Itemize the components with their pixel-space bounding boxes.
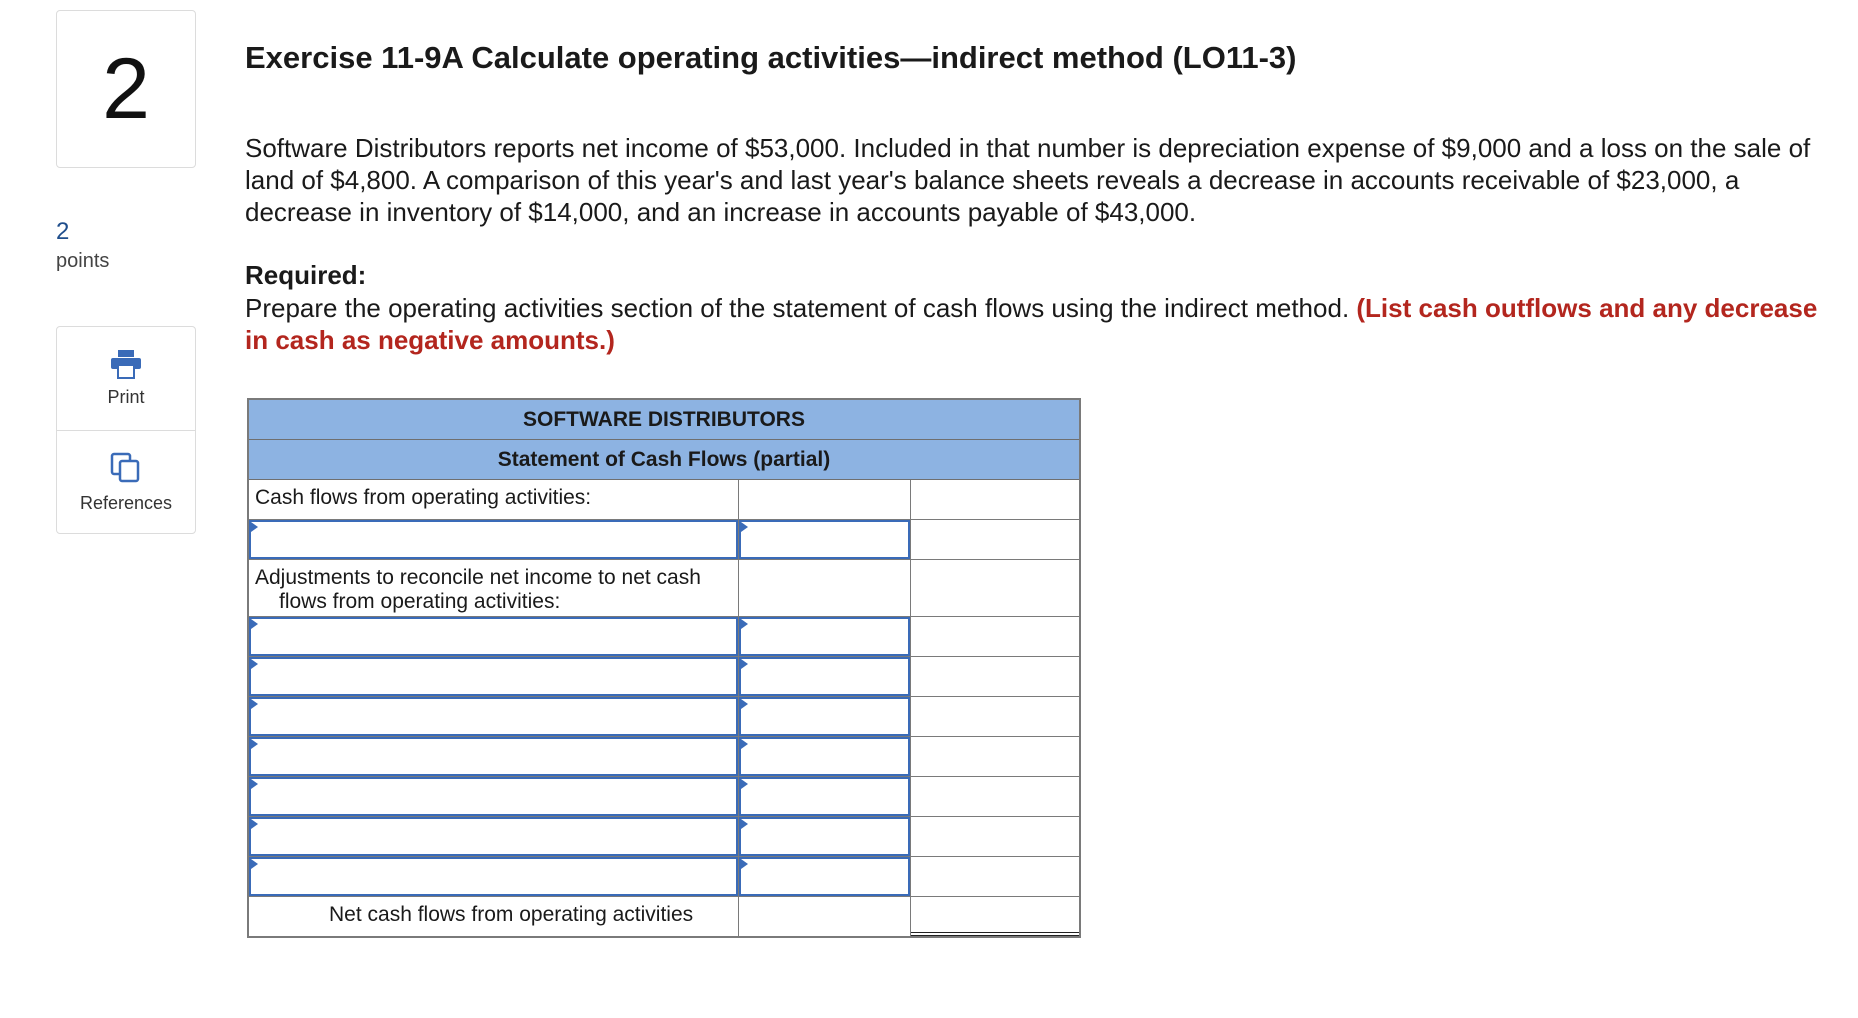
adjustment-row xyxy=(249,857,1079,897)
section-label-row xyxy=(249,480,1079,520)
copy-icon xyxy=(109,451,143,485)
section-label: Cash flows from operating activities: xyxy=(255,486,592,509)
adjustment-5-label-input[interactable] xyxy=(249,777,738,816)
required-note: (List cash outflows and any decrease in cash as negative amounts.) xyxy=(245,293,1818,355)
adjustments-label-row xyxy=(249,560,1079,617)
required-text xyxy=(245,292,1825,356)
adjustment-3-label-input[interactable] xyxy=(249,697,738,736)
adjustment-row xyxy=(249,697,1079,737)
printer-icon xyxy=(109,349,143,379)
adjustment-3-amount-input[interactable] xyxy=(739,697,910,736)
question-number: 2 xyxy=(56,10,196,168)
required-heading: Required: xyxy=(245,260,367,290)
net-cash-flows-total xyxy=(911,897,1079,936)
exercise-title: Exercise 11-9A Calculate operating activities—indirect method (LO11-3) xyxy=(245,40,1297,75)
adjustment-7-amount-input[interactable] xyxy=(739,857,910,896)
problem-description: Software Distributors reports net income of $53,000. Included in that number is depreciation expense of $9,000 and a loss on the sale of land of $4,800. A comparison of this year's and last year's balance sheets reveals a decrease in accounts receivable of $23,000, a decrease in inventory of $14,000, and an increase in accounts payable of $43,000. xyxy=(245,133,1811,227)
net-income-amount-input[interactable] xyxy=(739,520,910,559)
adjustment-2-label-input[interactable] xyxy=(249,657,738,696)
adjustment-6-label-input[interactable] xyxy=(249,817,738,856)
points-value: 2 xyxy=(56,218,70,245)
adjustment-2-amount-input[interactable] xyxy=(739,657,910,696)
cash-flow-statement-table xyxy=(247,398,1081,938)
adjustment-4-amount-input[interactable] xyxy=(739,737,910,776)
print-button[interactable] xyxy=(57,327,195,430)
adjustment-row xyxy=(249,817,1079,857)
adjustment-1-label-input[interactable] xyxy=(249,617,738,656)
points-label: points xyxy=(56,250,110,272)
adjustment-4-label-input[interactable] xyxy=(249,737,738,776)
net-cash-flows-row xyxy=(249,897,1079,936)
company-header: SOFTWARE DISTRIBUTORS xyxy=(249,400,1079,440)
references-label: References xyxy=(79,493,173,513)
adjustments-label: Adjustments to reconcile net income to net cash flows from operating activities: xyxy=(255,566,701,613)
required-instruction: Prepare the operating activities section of the statement of cash flows using the indirect method. xyxy=(245,293,1357,323)
adjustment-row xyxy=(249,777,1079,817)
adjustment-5-amount-input[interactable] xyxy=(739,777,910,816)
print-label: Print xyxy=(107,387,145,407)
adjustment-row xyxy=(249,737,1079,777)
adjustment-1-amount-input[interactable] xyxy=(739,617,910,656)
adjustment-7-label-input[interactable] xyxy=(249,857,738,896)
tools-panel xyxy=(56,326,196,534)
net-income-label-input[interactable] xyxy=(249,520,738,559)
net-cash-flows-label: Net cash flows from operating activities xyxy=(329,903,694,926)
adjustment-row xyxy=(249,657,1079,697)
adjustment-6-amount-input[interactable] xyxy=(739,817,910,856)
net-income-row xyxy=(249,520,1079,560)
references-button[interactable] xyxy=(57,430,195,534)
adjustment-row xyxy=(249,617,1079,657)
statement-subtitle: Statement of Cash Flows (partial) xyxy=(249,440,1079,480)
